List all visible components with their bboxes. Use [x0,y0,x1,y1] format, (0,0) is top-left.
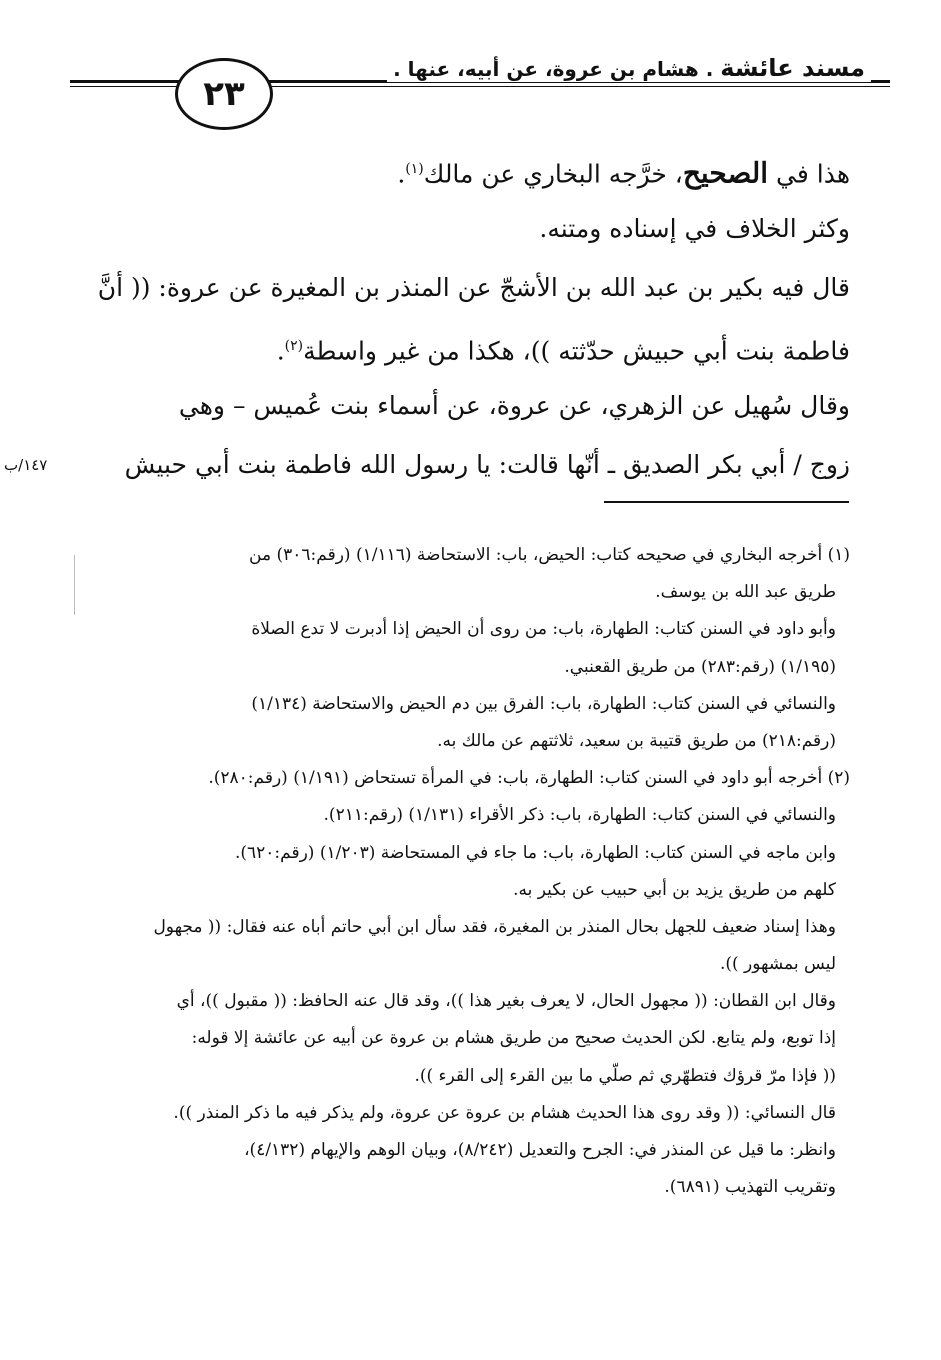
running-head [387,54,871,82]
footnote-line: (( فإذا مرّ قرؤك فتطهّري ثم صلّي ما بين القرء إلى القرء )). [414,1065,836,1086]
footnote-line: وتقريب التهذيب (٦٨٩١). [664,1177,836,1198]
footnote-line: (رقم:٢١٨) من طريق قتيبة بن سعيد، ثلاثتهم عن مالك به. [437,730,836,751]
footnote-line: كلهم من طريق يزيد بن أبي حبيب عن بكير به. [513,879,836,900]
punctuation: . [397,159,406,189]
footnote-line: إذا توبع، ولم يتابع. لكن الحديث صحيح من طريق هشام بن عروة عن أبيه عن عائشة إلا قوله: [191,1028,836,1049]
punctuation: . [276,336,285,366]
body-text-segment: ، خرَّجه البخاري عن مالك [423,159,683,189]
main-text [80,140,850,494]
body-line [80,199,850,258]
footnote-line: وقال ابن القطان: (( مجهول الحال، لا يعرف بغير هذا ))، وقد قال عنه الحافظ: (( مقبول ))، أي [176,991,836,1012]
footnote-line: ليس بمشهور )). [719,954,836,975]
footnote-line: وهذا إسناد ضعيف للجهل بحال المنذر بن المغيرة، فقد سأل ابن أبي حاتم أباه عنه فقال: (( مجهول [153,916,836,937]
body-text-segment: وكثر الخلاف في إسناده ومتنه. [539,214,850,243]
body-line [80,140,850,199]
footnote-line: (١/١٩٥) (رقم:٢٨٣) من طريق القعنبي. [564,656,836,677]
book-title: مسند عائشة [720,54,865,82]
chapter-title: . هشام بن عروة، عن أبيه، عنها . [393,57,714,81]
body-text-segment: وقال سُهيل عن الزهري، عن عروة، عن أسماء بنت عُميس – وهي [178,391,850,420]
footnote-line: والنسائي في السنن كتاب: الطهارة، باب: الفرق بين دم الحيض والاستحاضة (١/١٣٤) [251,693,836,714]
body-text-segment: هذا في [768,159,850,189]
footnote-ref: (٢) [284,338,304,354]
footnote-line: (١) أخرجه البخاري في صحيحه كتاب: الحيض، باب: الاستحاضة (١/١١٦) (رقم:٣٠٦) من [249,545,850,565]
page-header [0,0,941,140]
footnote-line: وأبو داود في السنن كتاب: الطهارة، باب: من روى أن الحيض إذا أدبرت لا تدع الصلاة [251,619,836,640]
footnote-separator [604,501,849,503]
footnotes [72,537,850,1206]
body-line [80,435,850,494]
body-text-segment: قال فيه بكير بن عبد الله بن الأشجّ عن المنذر بن المغيرة عن عروة: (( أنَّ [97,273,850,302]
footnote-line: طريق عبد الله بن يوسف. [655,582,836,603]
margin-folio-note: ١٤٧/ب [4,456,48,474]
body-text-segment: زوج / أبي بكر الصديق ـ أنّها قالت: يا رسول الله فاطمة بنت أبي حبيش [124,450,850,479]
body-line [80,317,850,376]
footnote-line: وانظر: ما قيل عن المنذر في: الجرح والتعديل (٨/٢٤٢)، وبيان الوهم والإيهام (٤/١٣٢)، [244,1140,836,1160]
footnote-ref: (١) [405,161,424,177]
body-line [80,258,850,317]
page-number: ٢٣ [175,58,273,130]
body-line [80,376,850,435]
emphasized-word: الصحيح [682,156,769,190]
footnote-line: قال النسائي: (( وقد روى هذا الحديث هشام بن عروة عن عروة، ولم يذكر فيه ما ذكر المنذر )). [173,1102,836,1123]
footnote-line: والنسائي في السنن كتاب: الطهارة، باب: ذكر الأقراء (١/١٣١) (رقم:٢١١). [323,805,836,826]
body-text-segment: فاطمة بنت أبي حبيش حدّثته ))، هكذا من غير واسطة [303,336,850,366]
footnote-line: (٢) أخرجه أبو داود في السنن كتاب: الطهارة، باب: في المرأة تستحاض (١/١٩١) (رقم:٢٨٠). [208,768,850,789]
footnote-line: وابن ماجه في السنن كتاب: الطهارة، باب: ما جاء في المستحاضة (١/٢٠٣) (رقم:٦٢٠). [234,842,836,863]
